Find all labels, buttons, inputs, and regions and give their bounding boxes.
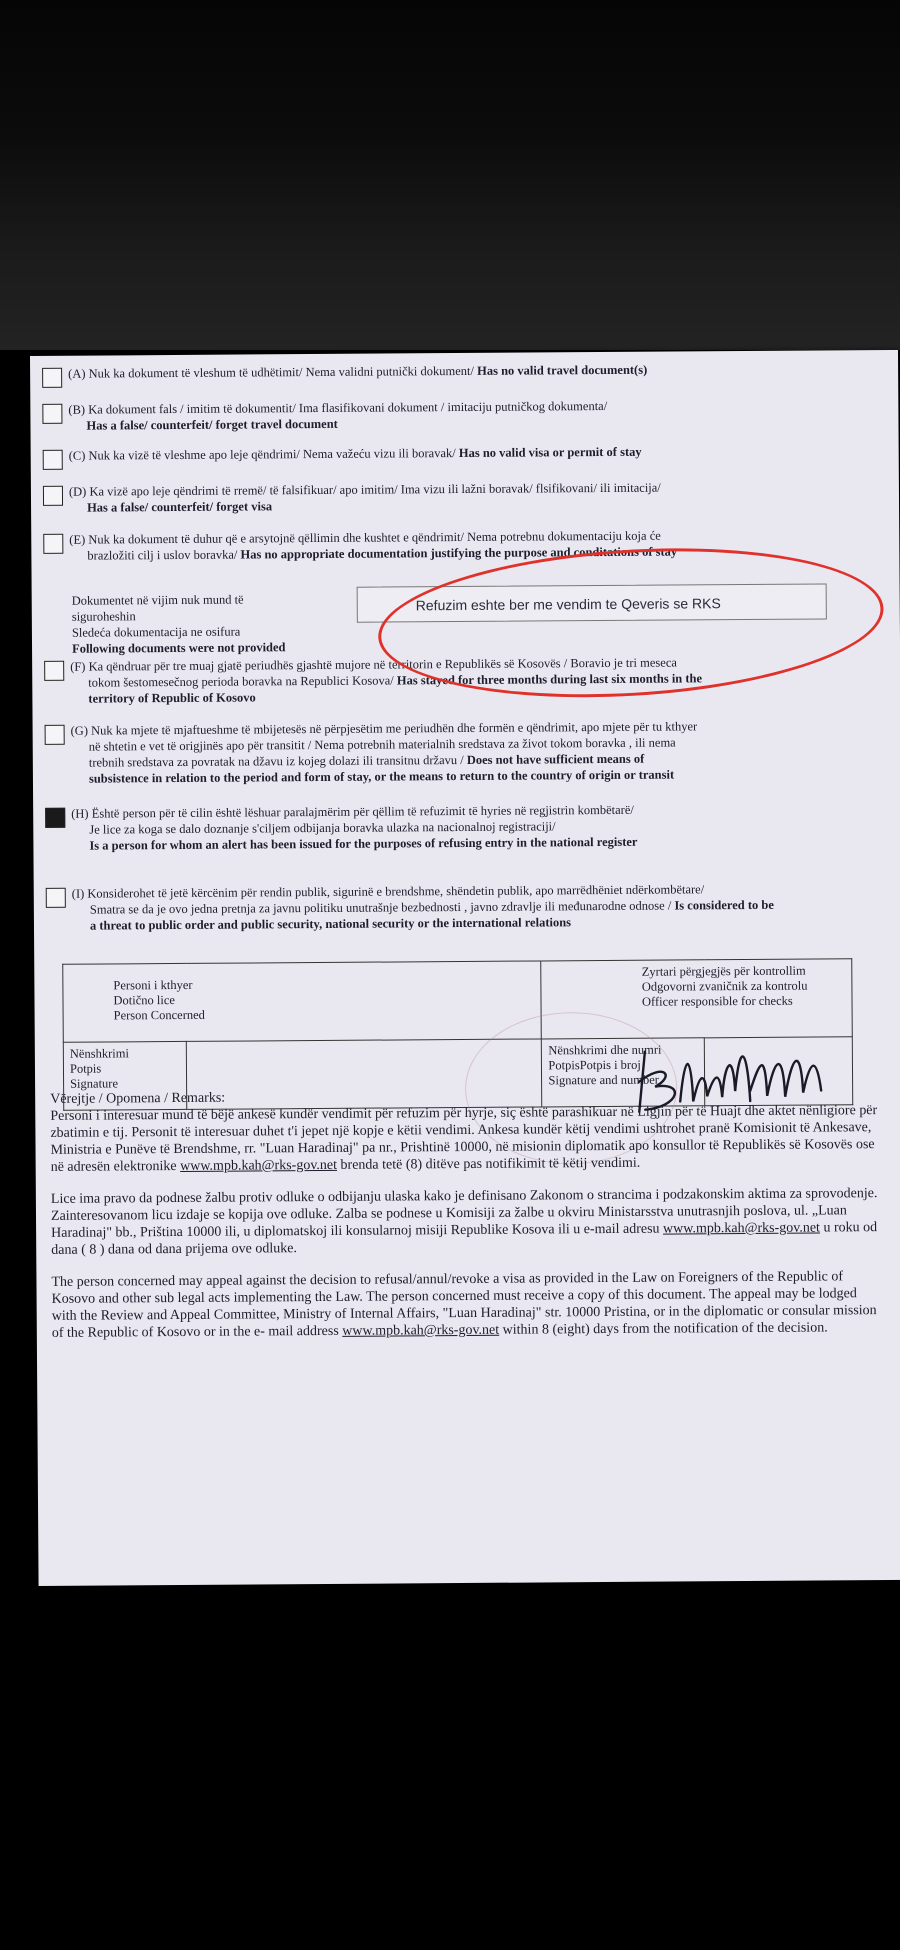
checkbox-e[interactable] bbox=[43, 534, 63, 554]
remarks-albanian: Personi i interesuar mund të bëjë ankesë kundër vendimit për refuzim për hyrje, siç është parashikuar në Ligjin për të Huajt dhe aktet nënligiore për zbatimin e tij. Personit të interesuar duhet t'i jepet një kopje e këtii vendimi. Ankesa kundër këtij vendimi ushtrohet pranë Komisionit të Ankesave, Ministria e Punëve të Brendshme, rr. "Luan Haradinaj" pa nr., Prishtinë 10000, në misionin diplomatik apo konsullor të Republikës së Kosovës ose në adresën elektronike www.mpb.kah@rks-gov.net brenda tetë (8) ditëve pas notifikimit të këtij vendimi. bbox=[50, 1103, 878, 1175]
documents-field-value: Refuzim eshte ber me vendim te Qeveris se RKS bbox=[415, 595, 721, 614]
item-f: (F) Ka qëndruar për tre muaj gjatë periudhës gjashtë mujore në territorin e Republikës së Kosovës / Boravio je tri meseca tokom šestomesečnog perioda boravka na Republici Kosova/ Has stayed for three months during last six months in the territory of Republic of Kosovo bbox=[44, 653, 884, 707]
checkbox-d[interactable] bbox=[43, 486, 63, 506]
remarks-english: The person concerned may appeal against the decision to refusal/annul/revoke a visa as provided in the Law on Foreigners of the Republic of Kosovo and other sub legal acts implementing the Law. The person concerned must receive a copy of this document. The appeal may be lodged with the Review and Appeal Committee, Ministry of Internal Affairs, "Luan Haradinaj" str. 10000 Pristina, or in the diplomatic or consular mission of the Republic of Kosovo or in the e- mail address www.mpb.kah@rks-gov.net within 8 (eight) days from the notification of the decision. bbox=[51, 1269, 877, 1341]
item-i: (I) Konsiderohet të jetë kërcënim për rendin publik, sigurinë e brendshme, shëndetin publik, apo marrëdhëniet ndërkombëtare/ Smatra se da je ovo jedna pretnja za javnu politiku unutrašnje bezbednosti , javno zdravlje ili međunarodne odnose / Is considered to be a threat to public order and public security, national security or the international relations bbox=[46, 880, 886, 934]
documents-label: Dokumentet në vijim nuk mund të siguroheshin Sledeća dokumentacija ne osifura Following documents were not provided bbox=[71, 592, 286, 656]
checkbox-h-checked[interactable] bbox=[45, 808, 65, 828]
item-g: (G) Nuk ka mjete të mjaftueshme të mbijetesës në përpjesëtim me periudhën dhe formën e qëndrimit, apo mjete për tu kthyer në shtetin e vet të origjinës apo për transitit / Nema potrebnih materialnih sredstava za život tokom boravka , ili nema trebnih sredstava za povratak na džavu iz kojeg dolazi ili transitnu državu / Does not have sufficient means of subsistence in relation to the period and form of stay, or the means to return to the country of origin or transit bbox=[45, 717, 885, 787]
checkbox-b[interactable] bbox=[42, 404, 62, 424]
remarks-heading: Vërejtje / Opomena / Remarks: bbox=[50, 1090, 226, 1107]
appeal-email-link-en[interactable]: www.mpb.kah@rks-gov.net bbox=[342, 1322, 500, 1339]
item-a: (A) Nuk ka dokument të vleshum të udhëtimit/ Nema validni putnički dokument/ Has no valid travel document(s) bbox=[42, 360, 882, 382]
checkbox-f[interactable] bbox=[44, 661, 64, 681]
person-signature-label-cell: Nënshkrimi Potpis Signature bbox=[63, 1041, 186, 1110]
item-e: (E) Nuk ka dokument të duhur që e arsytojnë qëllimin dhe kushtet e qëndrimit/ Nema potrebnu dokumentaciju koja će brazložiti cilj i uslov boravka/ Has no appropriate documentation justifying the purpose and conditations of stay bbox=[43, 526, 883, 564]
officer-cell: Zyrtari përgjegjës për kontrollim Odgovorni zvaničnik za kontrolu Officer responsible for checks bbox=[541, 959, 852, 1039]
checkbox-c[interactable] bbox=[43, 450, 63, 470]
officer-signature-label-cell: Nënshkrimi dhe numri PotpisPotpis i broj Signature and number bbox=[542, 1038, 705, 1107]
dark-background bbox=[0, 0, 900, 350]
item-h: (H) Është person për të cilin është lëshuar paralajmërim për qëllim të refuzimit të hyries në regjistrin kombëtarë/ Je lice za koga se dalo doznanje s'ciljem odbijanja boravka ulazka na nacionalnoj registraciji/ Is a person for whom an alert has been issued for the purposes of refusing entry in the national register bbox=[45, 800, 885, 854]
item-b: (B) Ka dokument fals / imitim të dokumentit/ Ima flasifikovani dokument / imitaciju putničkog dokumenta/ Has a false/ counterfeit/ forget travel document bbox=[42, 396, 882, 434]
person-concerned-cell: Personi i kthyer Dotično lice Person Concerned bbox=[63, 961, 542, 1042]
item-c: (C) Nuk ka vizë të vleshme apo leje qëndrimi/ Nema važeću vizu ili boravak/ Has no valid visa or permit of stay bbox=[43, 442, 883, 464]
remarks-serbian: Lice ima pravo da podnese žalbu protiv odluke o odbijanju ulaska kako je definisano Zakonom o strancima i podzakonskim aktima za sprovodenje. Zainteresovanom licu izdaje se kopija ove odluke. Zalba se podnese u Komisiji za žalbe u okviru Ministarsstva unutrasnjih poslova, ul. „Luan Haradinaj" bb., Priština 10000 ili, u diplomatskoj ili konsularnoj misiji Republike Kosova ili u e-mail adresu www.mpb.kah@rks-gov.net u roku od dana ( 8 ) dana od dana prijema ove odluke. bbox=[50, 1186, 878, 1258]
appeal-email-link-sr[interactable]: www.mpb.kah@rks-gov.net bbox=[662, 1220, 820, 1237]
checkbox-g[interactable] bbox=[45, 725, 65, 745]
item-d: (D) Ka vizë apo leje qëndrimi të rremë/ të falsifikuar/ apo imitim/ Ima vizu ili lažni boravak/ flsifikovani/ ili imitacija/ Has a false/ counterfeit/ forget visa bbox=[43, 478, 883, 516]
checkbox-a[interactable] bbox=[42, 368, 62, 388]
refusal-form-page bbox=[30, 350, 900, 1586]
remarks-section bbox=[50, 1085, 882, 1357]
appeal-email-link-sq[interactable]: www.mpb.kah@rks-gov.net bbox=[180, 1157, 338, 1174]
checkbox-i[interactable] bbox=[46, 888, 66, 908]
